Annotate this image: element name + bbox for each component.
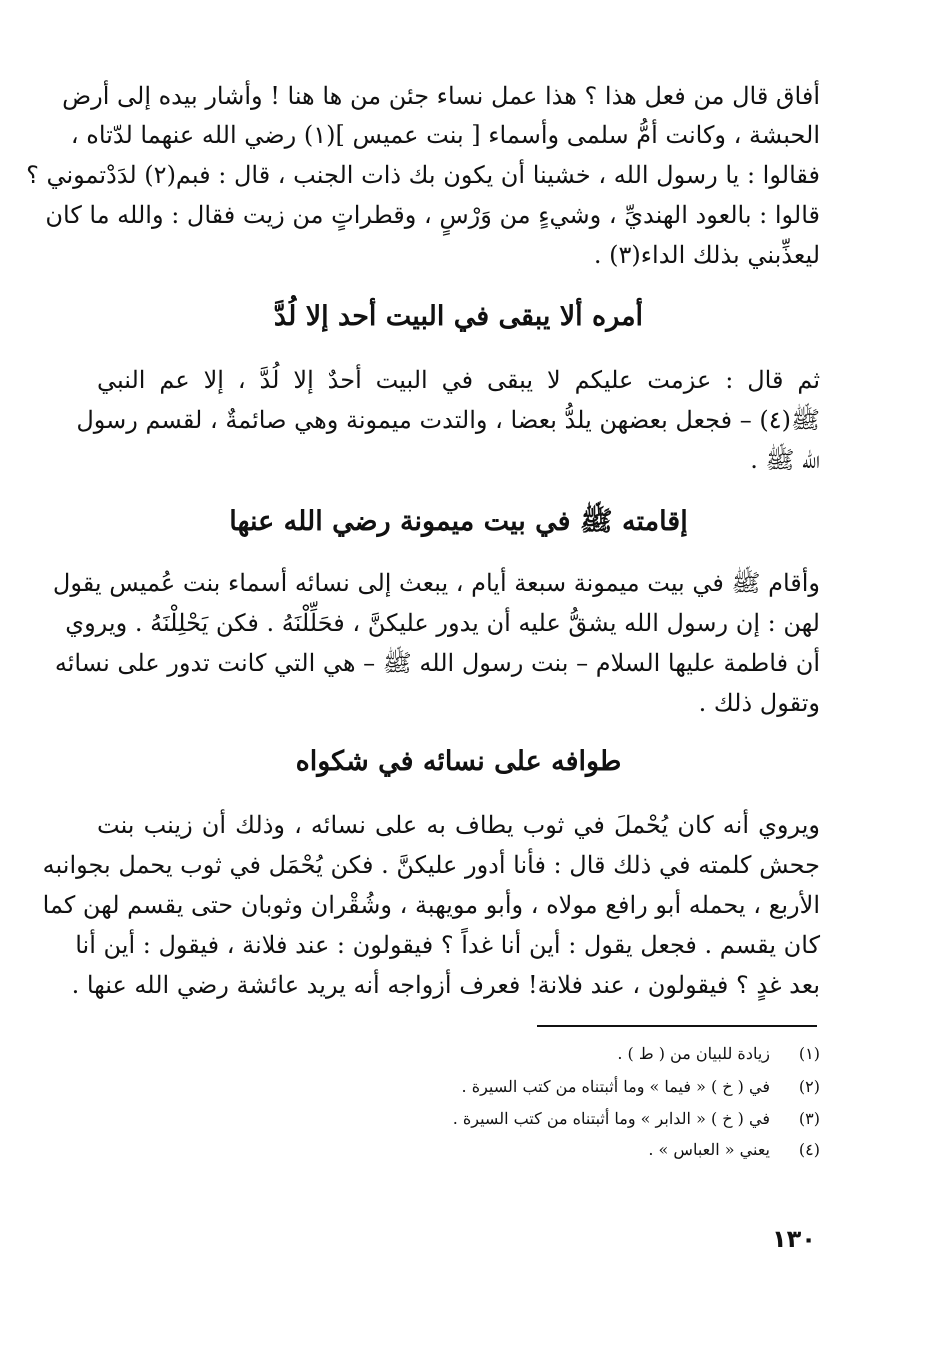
body-line: قالوا : بالعود الهنديِّ ، وشيءٍ من وَرْسٍ ، وقطراتٍ من زيت فقال : والله ما كان [45,201,820,229]
body-line: أن فاطمة عليها السلام – بنت رسول الله ﷺ – هي التي كانت تدور على نسائه [54,649,820,677]
body-line: ليعذِّبني بذلك الداء(٣) . [593,241,820,269]
footnote-number: (٣) [798,1109,820,1128]
footnote-number: (١) [798,1044,820,1063]
body-line: بعد غدٍ ؟ فيقولون ، عند فلانة! فعرف أزواجه أنه يريد عائشة رضي الله عنها . [71,971,820,999]
footnote-separator [537,1025,817,1027]
footnote [300,1073,820,1101]
body-line: الله ﷺ . [750,446,820,474]
footnote-number: (٤) [798,1140,820,1159]
body-line: ﷺ(٤) – فجعل بعضهن يلدُّ بعضا ، والتدت ميمونة وهي صائمةٌ ، لقسم رسول [76,406,820,434]
body-line: ويروي أنه كان يُحْملَ في ثوب يطاف به على نسائه ، وذلك أن زينب بنت [97,811,820,839]
body-line: وأقام ﷺ في بيت ميمونة سبعة أيام ، يبعث إلى نسائه أسماء بنت عُميس يقول [52,569,820,597]
footnote-text: يعني « العباس » . [648,1140,770,1159]
footnote [300,1040,820,1068]
body-line: لهن : إن رسول الله يشقُّ عليه أن يدور عليكنَّ ، فحَلِّلْنَهُ . فكن يَحْلِلْنَهُ . ويروي [65,609,820,637]
body-line: وتقول ذلك . [698,689,820,717]
footnote [300,1105,820,1133]
body-line: كان يقسم . فجعل يقول : أين أنا غداً ؟ فيقولون : عند فلانة ، فيقول : أين أنا [75,931,820,959]
footnote-number: (٢) [798,1077,820,1096]
body-line: الحبشة ، وكانت أمُّ سلمى وأسماء [ بنت عميس ](١) رضي الله عنهما لدّتاه ، [70,121,820,149]
section-heading: أمره ألا يبقى في البيت أحد إلا لُدَّ [273,301,644,332]
section-heading: إقامته ﷺ في بيت ميمونة رضي الله عنها [229,506,688,537]
body-line: أفاق قال من فعل هذا ؟ هذا عمل نساء جئن من ها هنا ! وأشار بيده إلى أرض [62,82,820,110]
body-line: ثم قال : عزمت عليكم لا يبقى في البيت أحدٌ إلا لُدَّ ، إلا عم النبي [97,366,820,394]
section-heading: طوافه على نسائه في شكواه [295,746,622,777]
page-number: ١٣٠ [772,1225,816,1253]
body-line: جحش كلمته في ذلك قال : فأنا أدور عليكنَّ . فكن يُحْمَل في ثوب يحمل بجوانبه [42,851,820,879]
footnote [300,1136,820,1164]
body-line: الأربع ، يحمله أبو رافع مولاه ، وأبو مويهبة ، وشُقْران وثوبان حتى يقسم لهن كما [42,891,820,919]
footnote-text: زيادة للبيان من ( ط ) . [617,1044,770,1063]
footnote-text: في ( خ ) « الدابر » وما أثبتناه من كتب السيرة . [452,1109,770,1128]
body-line: فقالوا : يا رسول الله ، خشينا أن يكون بك ذات الجنب ، قال : فبم(٢) لدَدْتموني ؟ [26,161,820,189]
footnote-text: في ( خ ) « فيما » وما أثبتناه من كتب السيرة . [461,1077,770,1096]
